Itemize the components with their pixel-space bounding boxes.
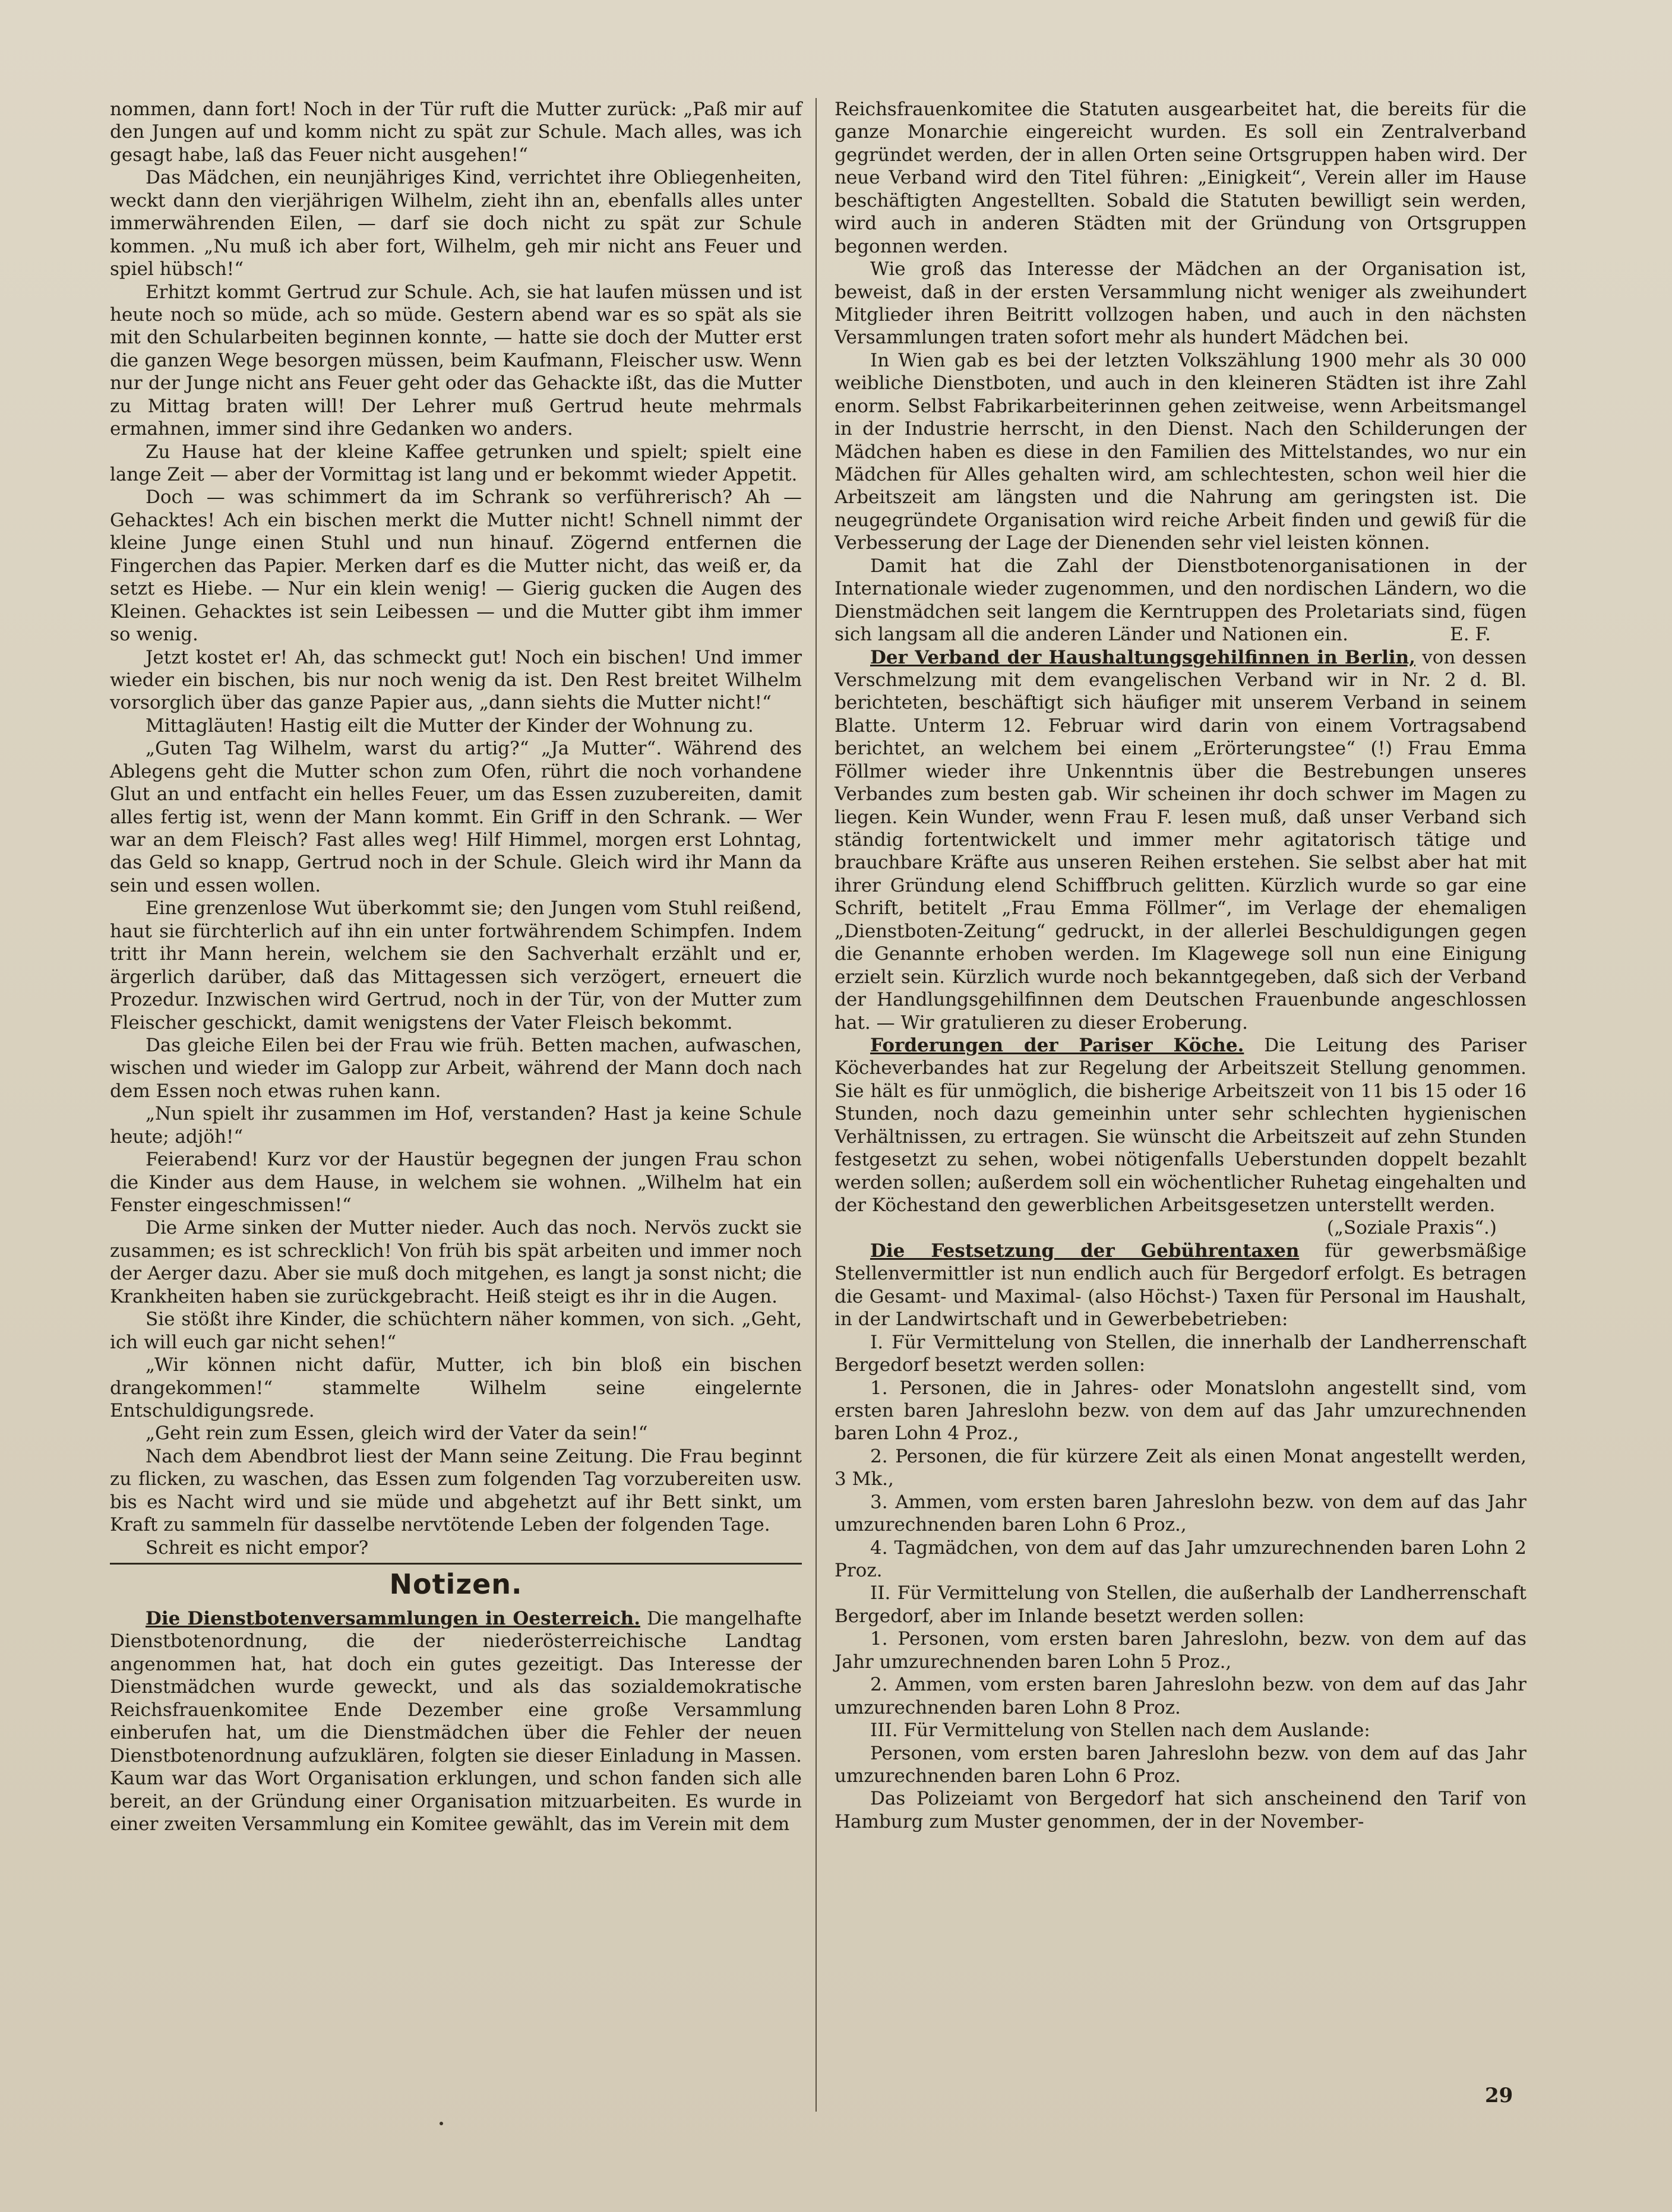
source-citation: („Soziale Praxis“.) xyxy=(1326,1217,1497,1239)
story-paragraph: „Nun spielt ihr zusammen im Hof, verstanden? Hast ja keine Schule heute; adjöh!“ xyxy=(110,1103,802,1148)
story-paragraph: Sie stößt ihre Kinder, die schüchtern näher kommen, von sich. „Geht, ich will euch gar nicht sehen!“ xyxy=(110,1309,802,1353)
tariff-item: 2. Ammen, vom ersten baren Jahreslohn bezw. von dem auf das Jahr umzurechnenden baren Lohn 8 Proz. xyxy=(835,1674,1526,1718)
story-paragraph: „Guten Tag Wilhelm, warst du artig?“ „Ja Mutter“. Während des Ablegens geht die Mutter schon zum Ofen, rührt die noch vorhandene Glut an und entfacht ein helles Feuer, um das Essen zuzubereiten, damit alles fertig ist, wenn der Mann kommt. Ein Griff in den Schrank. — Wer war an dem Fleisch? Fast alles weg! Hilf Himmel, morgen erst Lohntag, das Geld so knapp, Gertrud noch in der Schule. Gleich wird ihr Mann da sein und essen wollen. xyxy=(110,738,802,896)
story-paragraph: Jetzt kostet er! Ah, das schmeckt gut! Noch ein bischen! Und immer wieder ein bischen, bis nur noch wenig da ist. Den Rest breitet Wilhelm vorsorglich über das ganze Papier aus, „dann siehts die Mutter nicht!“ xyxy=(110,646,802,714)
notiz-bergedorf xyxy=(835,1240,1526,1331)
section-heading: Notizen. xyxy=(389,1568,523,1600)
story-paragraph: Erhitzt kommt Gertrud zur Schule. Ach, sie hat laufen müssen und ist heute noch so müde, ach so müde. Gestern abend war es so spät als sie mit den Schularbeiten beginnen konnte, — hatte sie doch der Mutter erst die ganzen Wege besorgen müssen, beim Kaufmann, Fleischer usw. Wenn nur der Junge nicht ans Feuer geht oder das Gehackte ißt, das die Mutter zu Mittag braten will! Der Lehrer muß Gertrud heute mehrmals ermahnen, immer sind ihre Gedanken wo anders. xyxy=(110,281,802,440)
story-paragraph: Die Arme sinken der Mutter nieder. Auch das noch. Nervös zuckt sie zusammen; es ist schrecklich! Von früh bis spät arbeiten und immer noch der Aerger dazu. Aber sie muß doch mitgehen, es langt ja sonst nicht; die Krankheiten haben sie zurückgebracht. Heiß steigt es ihr in die Augen. xyxy=(110,1217,802,1307)
story-paragraph: Das gleiche Eilen bei der Frau wie früh. Betten machen, aufwaschen, wischen und wieder im Galopp zur Arbeit, während der Mann doch nach dem Essen noch etwas ruhen kann. xyxy=(110,1034,802,1102)
tariff-item: 1. Personen, die in Jahres- oder Monatslohn angestellt sind, vom ersten baren Jahreslohn bezw. von dem auf das Jahr umzurechnenden baren Lohn 4 Proz., xyxy=(835,1377,1526,1445)
story-paragraph: Das Mädchen, ein neunjähriges Kind, verrichtet ihre Obliegenheiten, weckt dann den vierjährigen Wilhelm, zieht ihn an, ebenfalls alles unter immerwährenden Eilen, — darf sie doch nicht zu spät zur Schule kommen. „Nu muß ich aber fort, Wilhelm, geh mir nicht ans Feuer und spiel hübsch!“ xyxy=(110,167,802,280)
tariff-item: Personen, vom ersten baren Jahreslohn bezw. von dem auf das Jahr umzurechnenden baren Lohn 6 Proz. xyxy=(835,1742,1526,1787)
notiz-berlin-lead: Der Verband der Haushaltungsgehilfinnen in Berlin, xyxy=(870,646,1416,668)
column-divider xyxy=(816,98,817,2112)
notiz-bergedorf-text: für gewerbsmäßige Stellenvermittler ist nun endlich auch für Bergedorf erfolgt. Es betragen die Gesamt- und Maximal- (also Höchst-) Taxen für Personal im Haushalt, in der Landwirtschaft und in Gewerbebetrieben: xyxy=(835,1240,1526,1331)
story-paragraph: Schreit es nicht empor? xyxy=(146,1537,369,1559)
story-paragraph: nommen, dann fort! Noch in der Tür ruft die Mutter zurück: „Paß mir auf den Jungen auf und komm nicht zu spät zur Schule. Mach alles, was ich gesagt habe, laß das Feuer nicht ausgehen!“ xyxy=(110,99,802,166)
tariff-item: II. Für Vermittelung von Stellen, die außerhalb der Landherrenschaft Bergedorf, aber im Inlande besetzt werden sollen: xyxy=(835,1582,1526,1627)
paragraph-internationale xyxy=(835,555,1526,646)
story-paragraph: Feierabend! Kurz vor der Haustür begegnen der jungen Frau schon die Kinder aus dem Hause, in welchem sie wohnen. „Wilhelm hat ein Fenster eingeschmissen!“ xyxy=(110,1149,802,1216)
paragraph-polizeiamt: Das Polizeiamt von Bergedorf hat sich anscheinend den Tarif von Hamburg zum Muster genommen, der in der November- xyxy=(835,1788,1526,1832)
tariff-item: 1. Personen, vom ersten baren Jahreslohn, bezw. von dem auf das Jahr umzurechnenden baren Lohn 5 Proz., xyxy=(835,1628,1526,1673)
right-column xyxy=(835,98,1526,2123)
story-text xyxy=(110,98,802,1559)
signature: E. F. xyxy=(1450,624,1491,646)
notiz-oesterreich-lead: Die Dienstbotenversammlungen in Oesterreich. xyxy=(146,1608,641,1629)
tariff-list xyxy=(835,1331,1526,1788)
story-paragraph: Mittagläuten! Hastig eilt die Mutter der Kinder der Wohnung zu. xyxy=(146,715,754,737)
notiz-oesterreich-text: Die mangelhafte Dienstbotenordnung, die der niederösterreichische Landtag angenommen hat, hat doch ein gutes gezeitigt. Das Interesse der Dienstmädchen wurde geweckt, und als das sozialdemokratische Reichsfrauenkomitee Ende Dezember eine große Versammlung einberufen hat, um die Dienstmädchen über die Fehler der neuen Dienstbotenordnung aufzuklären, folgten sie dieser Einladung in Massen. Kaum war das Wort Organisation erklungen, und schon fanden sich alle bereit, an der Gründung einer Organisation mitzuarbeiten. Es wurde in einer zweiten Versammlung ein Komitee gewählt, das im Verein mit dem xyxy=(110,1608,802,1835)
page-number: 29 xyxy=(1485,2084,1513,2107)
tariff-item: III. Für Vermittelung von Stellen nach dem Auslande: xyxy=(870,1720,1370,1742)
story-paragraph: „Geht rein zum Essen, gleich wird der Vater da sein!“ xyxy=(146,1423,648,1445)
story-paragraph: Eine grenzenlose Wut überkommt sie; den Jungen vom Stuhl reißend, haut sie fürchterlich auf ihn ein unter fortwährendem Schimpfen. Indem tritt ihr Mann herein, welchem sie den Sachverhalt erzählt und er, ärgerlich darüber, daß das Mittagessen sich verzögert, erneuert die Prozedur. Inzwischen wird Gertrud, noch in der Tür, von der Mutter zum Fleischer geschickt, damit wenigstens der Vater Fleisch bekommt. xyxy=(110,898,802,1034)
notiz-berlin xyxy=(835,646,1526,1034)
notiz-berlin-text: von dessen Verschmelzung mit dem evangelischen Verband wir in Nr. 2 d. Bl. berichteten, beschäftigt sich häufiger mit unserem Verband in seinem Blatte. Unterm 12. Februar wird darin von einem Vortragsabend berichtet, an welchem bei einem „Erörterungstee“ (!) Frau Emma Föllmer wieder ihre Unkenntnis über die Bestrebungen unseres Verbandes zum besten gab. Wir scheinen ihr doch schwer im Magen zu liegen. Kein Wunder, wenn Frau F. lesen muß, daß unser Verband sich ständig fortentwickelt und immer mehr agitatorisch tätige und brauchbare Kräfte aus unseren Reihen erstehen. Sie selbst aber hat mit ihrer Gründung elend Schiffbruch gelitten. Kürzlich wurde so gar eine Schrift, betitelt „Frau Emma Föllmer“, im Verlage der ehemaligen „Dienstboten-Zeitung“ gedruckt, in der allerlei Beschuldigungen gegen die Genannte erhoben werden. Im Klagewege soll nun eine Einigung erzielt sein. Kürzlich wurde noch bekanntgegeben, daß sich der Verband der Handlungsgehilfinnen dem Deutschen Frauenbunde angeschlossen hat. — Wir gratulieren zu dieser Eroberung. xyxy=(835,646,1526,1034)
notiz-paris-text: Die Leitung des Pariser Köcheverbandes hat zur Regelung der Arbeitszeit Stellung genommen. Sie hält es für unmöglich, die bisherige Arbeitszeit von 11 bis 15 oder 16 Stunden, noch dazu gemeinhin unter sehr schlechten hygienischen Verhältnissen, zu ertragen. Sie wünscht die Arbeitszeit auf zehn Stunden festgesetzt zu sehen, wobei nötigenfalls Ueberstunden doppelt bezahlt werden sollen; außerdem soll ein wöchentlicher Ruhetag eingehalten und der Köchestand den gewerblichen Arbeitsgesetzen unterstellt werden. xyxy=(835,1034,1526,1216)
story-paragraph: Zu Hause hat der kleine Kaffee getrunken und spielt; spielt eine lange Zeit — aber der Vormittag ist lang und er bekommt wieder Appetit. xyxy=(110,441,802,485)
left-column xyxy=(110,98,802,2123)
notiz-oesterreich xyxy=(110,1607,802,1835)
section-rule xyxy=(110,1563,802,1565)
tariff-item: I. Für Vermittelung von Stellen, die innerhalb der Landherrenschaft Bergedorf besetzt werden sollen: xyxy=(835,1331,1526,1376)
print-speck xyxy=(440,2122,443,2125)
tariff-item: 3. Ammen, vom ersten baren Jahreslohn bezw. von dem auf das Jahr umzurechnenden baren Lohn 6 Proz., xyxy=(835,1491,1526,1536)
story-paragraph: „Wir können nicht dafür, Mutter, ich bin bloß ein bischen drangekommen!“ stammelte Wilhelm seine eingelernte Entschuldigungsrede. xyxy=(110,1354,802,1421)
paragraph-internationale-text: Damit hat die Zahl der Dienstbotenorganisationen in der Internationale wieder zugenommen, und den nordischen Ländern, wo die Dienstmädchen seit langem die Kerntruppen des Proletariats sind, fügen sich langsam all die anderen Länder und Nationen ein. xyxy=(835,555,1526,646)
notiz-paris-lead: Forderungen der Pariser Köche. xyxy=(870,1034,1244,1056)
paragraph-interesse: Wie groß das Interesse der Mädchen an der Organisation ist, beweist, daß in der ersten Versammlung nicht weniger als zweihundert Mitglieder ihren Beitritt vollzogen haben, und auch in den nächsten Versammlungen traten sofort mehr als hundert Mädchen bei. xyxy=(835,258,1526,349)
notiz-paris xyxy=(835,1034,1526,1217)
tariff-item: 2. Personen, die für kürzere Zeit als einen Monat angestellt werden, 3 Mk., xyxy=(835,1445,1526,1490)
story-paragraph: Nach dem Abendbrot liest der Mann seine Zeitung. Die Frau beginnt zu flicken, zu waschen, das Essen zum folgenden Tag vorzubereiten usw. bis es Nacht wird und sie müde und abgehetzt auf ihr Bett sinkt, um Kraft zu sammeln für dasselbe nervtötende Leben der folgenden Tage. xyxy=(110,1445,802,1536)
tariff-item: 4. Tagmädchen, von dem auf das Jahr umzurechnenden baren Lohn 2 Proz. xyxy=(835,1537,1526,1581)
notiz-bergedorf-lead: Die Festsetzung der Gebührentaxen xyxy=(870,1240,1300,1262)
paragraph-wien: In Wien gab es bei der letzten Volkszählung 1900 mehr als 30 000 weibliche Dienstboten, und auch in den kleineren Städten ist ihre Zahl enorm. Selbst Fabrikarbeiterinnen gehen zeitweise, wenn Arbeitsmangel in der Industrie herrscht, in den Dienst. Nach den Schilderungen der Mädchen haben es diese in den Familien des Mittelstandes, wo nur ein Mädchen für Alles gehalten wird, am schlechtesten, schon weil hier die Arbeitszeit am längsten und die Nahrung am geringsten ist. Die neugegründete Organisation wird reiche Arbeit finden und gewiß für die Verbesserung der Lage der Dienenden sehr viel leisten können. xyxy=(835,349,1526,554)
notiz-oesterreich-cont: Reichsfrauenkomitee die Statuten ausgearbeitet hat, die bereits für die ganze Monarchie eingereicht wurden. Es soll ein Zentralverband gegründet werden, der in allen Orten seine Ortsgruppen haben wird. Der neue Verband wird den Titel führen: „Einigkeit“, Verein aller im Hause beschäftigten Angestellten. Sobald die Statuten bewilligt sein werden, wird auch in anderen Städten mit der Gründung von Ortsgruppen begonnen werden. xyxy=(835,99,1526,257)
story-paragraph: Doch — was schimmert da im Schrank so verführerisch? Ah — Gehacktes! Ach ein bischen merkt die Mutter nicht! Schnell nimmt der kleine Junge einen Stuhl und nun hinauf. Zögernd entfernen die Fingerchen das Papier. Merken darf es die Mutter nicht, das weiß er, da setzt es Hiebe. — Nur ein klein wenig! — Gierig gucken die Augen des Kleinen. Gehacktes ist sein Leibessen — und die Mutter gibt ihm immer so wenig. xyxy=(110,486,802,646)
